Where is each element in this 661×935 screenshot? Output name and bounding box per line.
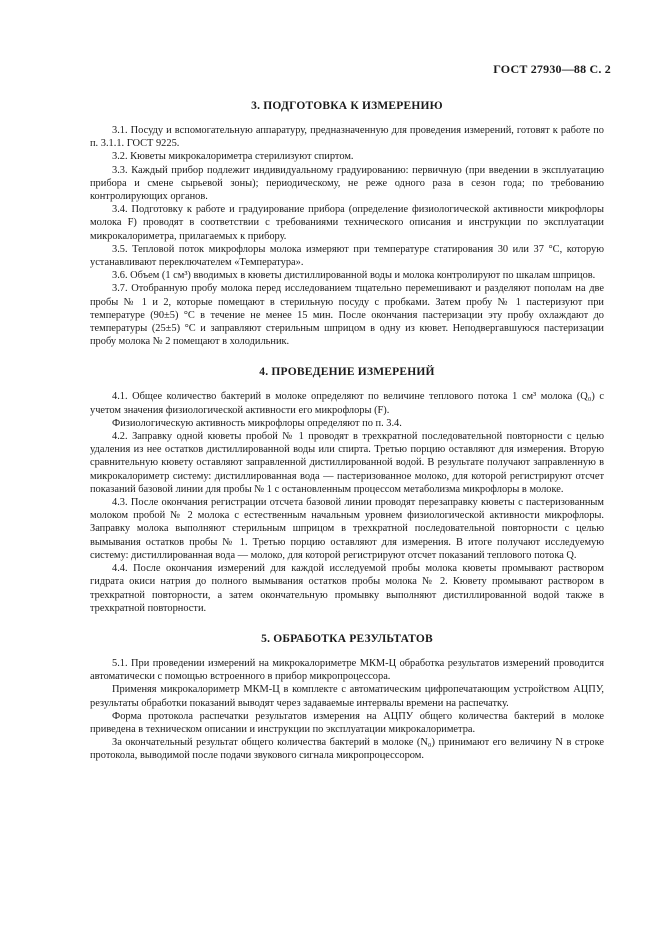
document-body [90, 92, 604, 763]
section-title-3: 3. ПОДГОТОВКА К ИЗМЕРЕНИЮ [251, 100, 443, 112]
paragraph-3-1: 3.1. Посуду и вспомогательную аппаратуру, предназначенную для проведения измерений, готовят к работе по п. 3.1.1. ГОСТ 9225. [90, 125, 604, 150]
paragraph-3-2: 3.2. Кюветы микрокалориметра стерилизуют спиртом. [112, 151, 354, 163]
paragraph-3-5: 3.5. Тепловой поток микрофлоры молока измеряют при температуре статирования 30 или 37 °С, которую устанавливают переключателем «Температура». [90, 243, 604, 269]
section-title-5: 5. ОБРАБОТКА РЕЗУЛЬТАТОВ [261, 632, 433, 645]
paragraph-3-7: 3.7. Отобранную пробу молока перед исследованием тщательно перемешивают и разделяют пополам на две пробы № 1 и 2, которые помещают в стерильную посуду с пробками. Затем пробу № 1 пастеризуют при температуре (90±5) °С в течение не менее 15 мин. После окончания пастеризации эту пробу охлаждают до температуры (25±5) °С и заправляют стерильным шприцом в одну из кювет. Неподвергавшуюся пастеризации пробу молока № 2 помещают в холодильник. [90, 283, 604, 348]
paragraph-4-3: 4.3. После окончания регистрации отсчета базовой линии проводят перезаправку кюветы с пастеризованным молоком пробой № 2 молока с естественным начальным уровнем физиологической активности микрофлоры. Заправку молока выполняют стерильным шприцом в трехкратной последовательной повторности с целью вымывания остатков пробы № 1. Третью порцию оставляют для измерения. В итоге получают исследуемую систему: дистиллированная вода — молоко, для которой регистрируют отсчет показаний теплового потока Q. [90, 497, 604, 561]
running-head: ГОСТ 27930—88 С. 2 [493, 62, 611, 76]
paragraph-4-1-note: Физиологическую активность микрофлоры определяют по п. 3.4. [112, 417, 402, 429]
paragraph-4-4: 4.4. После окончания измерений для каждой исследуемой пробы молока кюветы промывают раствором гидрата окиси натрия до полного вымывания остатков пробы молока № 2. Кювету промывают раствором в трехкратной повторности, а затем окончательную промывку выполняют дистиллированной водой также в трехкратной повторности. [90, 563, 604, 614]
section-title-4: 4. ПРОВЕДЕНИЕ ИЗМЕРЕНИЙ [259, 366, 435, 379]
paragraph-3-6: 3.6. Объем (1 см³) вводимых в кюветы дистиллированной воды и молока контролируют по шкалам шприцов. [112, 270, 596, 282]
paragraph-5-1-b: Применяя микрокалориметр МКМ-Ц в комплекте с автоматическим цифропечатающим устройством АЦПУ, результаты обработки показаний выводят через задаваемые интервалы времени на распечатку. [90, 684, 604, 709]
paragraph-4-2: 4.2. Заправку одной кюветы пробой № 1 проводят в трехкратной последовательной повторности с целью удаления из нее остатков дистиллированной воды или спирта. Третью порцию оставляют для измерения. Вторую сравнительную кювету оставляют заправленной дистиллированной водой. В результате получают заправленную в микрокалориметр систему: дистиллированная вода — пастеризованное молоко, для которой регистрируют отсчет показаний базовой линии для пробы № 1 с остановленным процессом метаболизма микрофлоры в молоке. [90, 431, 604, 495]
paragraph-5-1: 5.1. При проведении измерений на микрокалориметре МКМ-Ц обработка результатов измерений проводится автоматически с помощью встроенного в прибор микропроцессора. [90, 657, 604, 683]
paragraph-5-1-d: За окончательный результат общего количества бактерий в молоке (N₀) принимают его величину N в строке протокола, выводимой после подачи звукового сигнала микропроцессором. [90, 737, 604, 762]
paragraph-3-4: 3.4. Подготовку к работе и градуирование прибора (определение физиологической активности микрофлоры молока F) проводят в соответствии с требованиями технического описания и инструкции по эксплуатации микрокалориметра, прилагаемых к прибору. [90, 204, 604, 242]
paragraph-5-1-c: Форма протокола распечатки результатов измерения на АЦПУ общего количества бактерий в молоке приведена в техническом описании и инструкции по эксплуатации микрокалориметра. [90, 710, 604, 735]
paragraph-3-3: 3.3. Каждый прибор подлежит индивидуальному градуированию: первичную (при введении в эксплуатацию прибора и смене сырьевой зоны); периодическому, не реже одного раза в сезон года; по требованию контролирующих органов. [90, 164, 604, 203]
paragraph-4-1: 4.1. Общее количество бактерий в молоке определяют по величине теплового потока 1 см³ молока (Q₀) с учетом значения физиологической активности его микрофлоры (F). [90, 391, 604, 416]
